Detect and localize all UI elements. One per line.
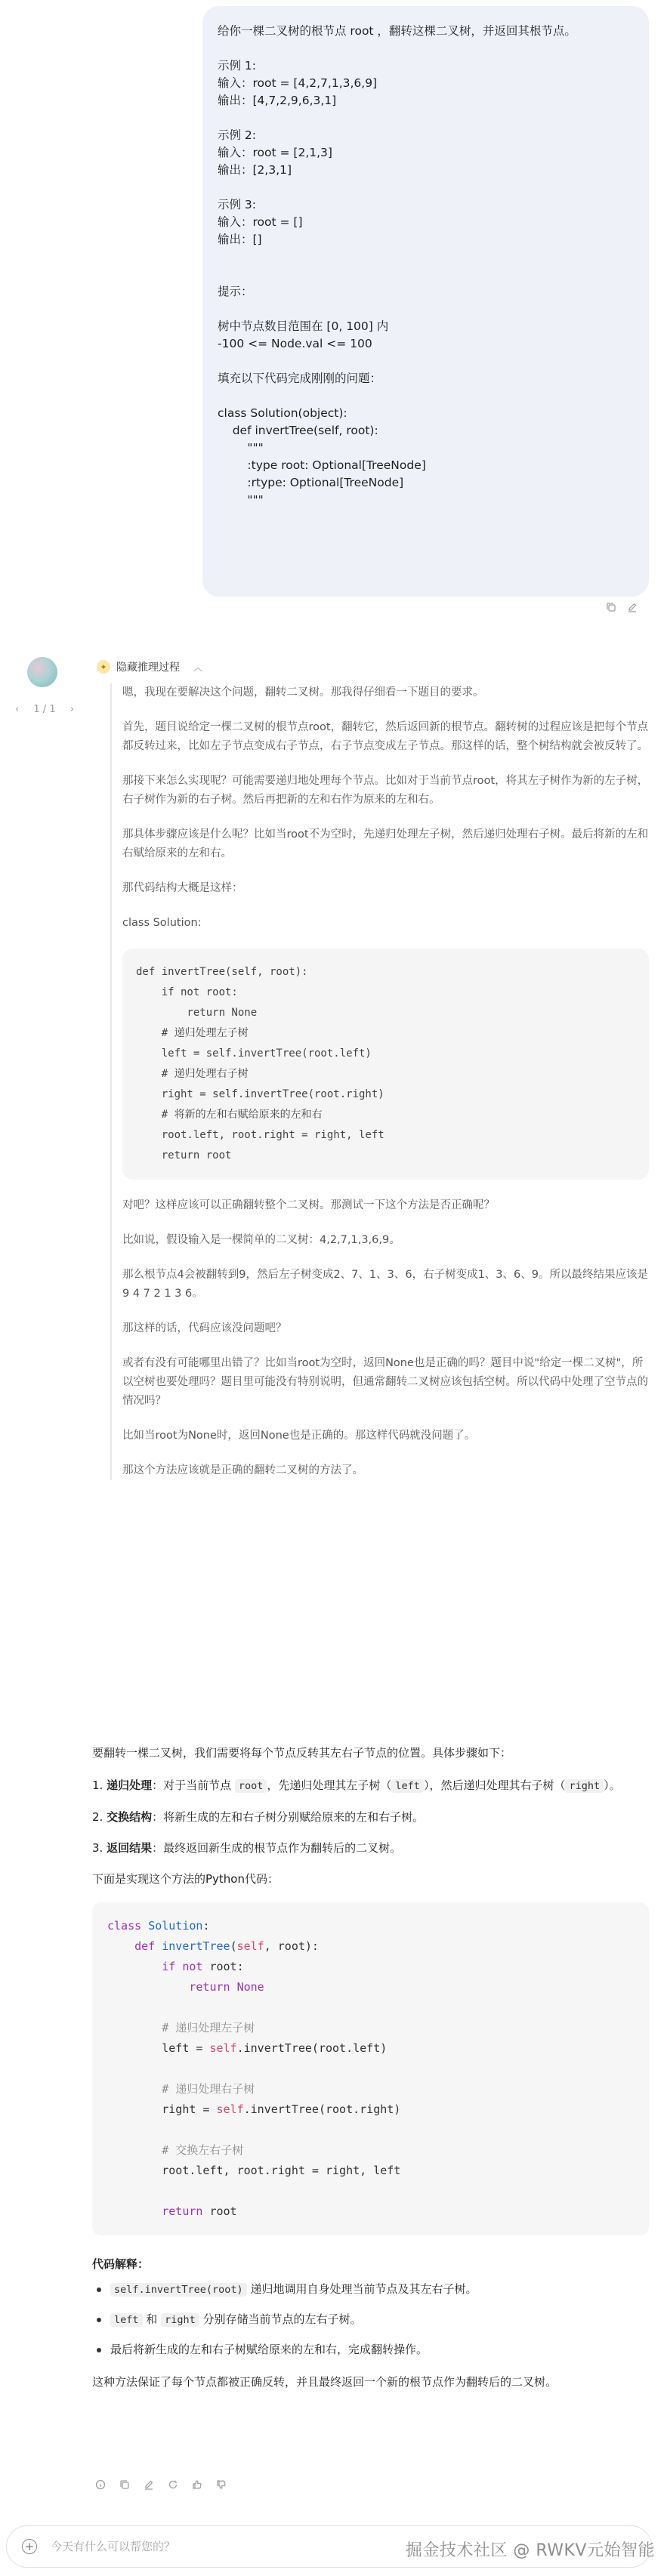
chat-input[interactable]: [51, 2540, 368, 2553]
copy-icon[interactable]: [119, 2479, 130, 2490]
inline-code: root: [235, 1779, 267, 1793]
user-message-line: 填充以下代码完成刚刚的问题：: [218, 372, 382, 385]
explain-item: 最后将新生成的左和右子树赋给原来的左和右，完成翻转操作。: [92, 2340, 649, 2359]
user-message-line: """: [218, 493, 264, 507]
thinking-code-block: [122, 949, 649, 1180]
thinking-paragraph: 那这个方法应该就是正确的翻转二叉树的方法了。: [122, 1464, 363, 1476]
user-message-line: 输入：root = [4,2,7,1,3,6,9]: [218, 76, 378, 90]
thinking-paragraph: 那这样的话，代码应该没问题吧？: [122, 1322, 287, 1334]
user-message-line: [218, 301, 634, 318]
user-message-line: class Solution(object):: [218, 406, 347, 420]
response-pager: [15, 704, 74, 715]
explain-item: left 和 right 分别存储当前节点的左右子树。: [92, 2310, 649, 2330]
regenerate-icon[interactable]: [168, 2479, 178, 2490]
thinking-paragraph: 对吧？这样应该可以正确翻转整个二叉树。那测试一下这个方法是否正确呢？: [122, 1199, 495, 1211]
explain-heading: 代码解释：: [92, 2257, 150, 2271]
user-message-line: 输入：root = [2,1,3]: [218, 146, 332, 159]
answer-intro: 要翻转一棵二叉树，我们需要将每个节点反转其左右子节点的位置。具体步骤如下：: [92, 1746, 512, 1760]
thinking-paragraph: 那具体步骤应该是什么呢？比如当root不为空时，先递归处理左子树，然后递归处理右子树。最后将新的左和右赋给原来的左和右。: [122, 828, 649, 859]
lightbulb-icon: ✦: [97, 660, 110, 674]
user-message-actions: [606, 602, 638, 612]
user-message-line: [218, 179, 634, 196]
explain-list: [92, 2280, 649, 2359]
user-message-line: [218, 40, 634, 57]
user-message-line: -100 <= Node.val <= 100: [218, 337, 372, 350]
edit-icon[interactable]: [144, 2479, 154, 2490]
user-message-line: [218, 248, 634, 266]
thinking-content: [110, 683, 649, 1480]
code-line: if not root:: [136, 986, 238, 998]
edit-icon[interactable]: [627, 602, 638, 612]
step-title: 交换结构: [107, 1810, 153, 1824]
inline-code: left: [391, 1779, 424, 1793]
user-message-line: [218, 266, 634, 283]
thumbs-up-icon[interactable]: [192, 2479, 202, 2490]
thinking-paragraph: 首先，题目说给定一棵二叉树的根节点root，翻转它，然后返回新的根节点。翻转树的过程应该是把每个节点都反转过来，比如左子节点变成右子节点，右子节点变成左子节点。那这样的话，整个树结构就会被反转了。: [122, 721, 649, 752]
inline-code: right: [565, 1779, 604, 1793]
answer-step: 3. 返回结果：最终返回新生成的根节点作为翻转后的二叉树。: [92, 1841, 402, 1855]
user-message-line: """: [218, 441, 264, 455]
user-message-line: 输出：[2,3,1]: [218, 163, 292, 177]
user-message-line: 示例 1:: [218, 59, 257, 72]
thumbs-down-icon[interactable]: [216, 2479, 227, 2490]
thinking-paragraph: 嗯，我现在要解决这个问题，翻转二叉树。那我得仔细看一下题目的要求。: [122, 686, 484, 699]
code-line: root.left, root.right = right, left: [136, 1129, 385, 1141]
code-line: return root: [136, 1149, 232, 1162]
answer-actions: [95, 2479, 227, 2490]
user-message-line: 示例 2:: [218, 128, 257, 142]
user-message-line: 树中节点数目范围在 [0, 100] 内: [218, 319, 389, 333]
thinking-paragraph: class Solution:: [122, 917, 202, 929]
explain-item: self.invertTree(root) 递归地调用自身处理当前节点及其左右子树。: [92, 2280, 649, 2300]
user-message-line: 给你一棵二叉树的根节点 root ，翻转这棵二叉树，并返回其根节点。: [218, 24, 576, 38]
thinking-paragraph: 那么根节点4会被翻转到9，然后左子树变成2、7、1、3、6，右子树变成1、3、6、9。所以最终结果应该是9 4 7 2 1 3 6。: [122, 1269, 648, 1300]
user-message-bubble: [202, 6, 649, 597]
answer-step: 1. 递归处理：对于当前节点 root ，先递归处理其左子树（ left ），然后递归处理其右子树（ right ）。: [92, 1779, 621, 1792]
thinking-paragraph: 比如当root为None时，返回None也是正确的。那这样代码就没问题了。: [122, 1430, 476, 1442]
code-line: # 递归处理左子树: [136, 1027, 249, 1039]
watermark: 掘金技术社区 @ RWKV元始智能: [405, 2541, 655, 2560]
user-message-line: 输出：[4,7,2,9,6,3,1]: [218, 94, 337, 107]
step-title: 返回结果: [107, 1841, 153, 1855]
answer-step: 2. 交换结构：将新生成的左和右子树分别赋给原来的左和右子树。: [92, 1810, 425, 1824]
plus-icon[interactable]: +: [22, 2539, 37, 2554]
user-message-line: 提示：: [218, 285, 253, 298]
thinking-paragraph: 比如说，假设输入是一棵简单的二叉树：4,2,7,1,3,6,9。: [122, 1234, 400, 1246]
thinking-paragraph: 那代码结构大概是这样：: [122, 882, 243, 894]
user-message-line: def invertTree(self, root):: [218, 424, 378, 437]
user-message-line: 输出：[]: [218, 233, 262, 246]
code-line: # 递归处理右子树: [136, 1068, 249, 1080]
step-title: 递归处理: [107, 1779, 153, 1792]
user-message-line: :rtype: Optional[TreeNode]: [218, 476, 404, 489]
user-message-line: [218, 387, 634, 405]
python-code-block: class Solution: def invertTree(self, root): if not root: return None # 递归处理左子树 left = self.invertTree(root.left) # 递归处理右子树 right = self.invertTree(root.right) # 交换左右子树 root.left, root.right = right, left return root: [92, 1902, 649, 2235]
user-message-line: [218, 353, 634, 370]
copy-icon[interactable]: [606, 602, 616, 612]
code-line: right = self.invertTree(root.right): [136, 1088, 385, 1100]
thinking-paragraph: 或者有没有可能哪里出错了？比如当root为空时，返回None也是正确的吗？题目中说"给定一棵二叉树"，所以空树也要处理吗？题目里可能没有特别说明，但通常翻转二叉树应该包括空树。所以代码中处理了空节点的情况吗？: [122, 1357, 648, 1407]
user-message-line: :type root: Optional[TreeNode]: [218, 458, 426, 472]
thinking-paragraph: 那接下来怎么实现呢？可能需要递归地处理每个节点。比如对于当前节点root，将其左子树作为新的左子树，右子树作为新的右子树。然后再把新的左和右作为原来的左和右。: [122, 775, 649, 806]
code-line: def invertTree(self, root):: [136, 966, 308, 978]
thinking-title: 隐藏推理过程: [116, 662, 180, 674]
pager-label: 1 / 1: [33, 704, 56, 715]
user-message-line: 输入：root = []: [218, 215, 303, 229]
info-icon[interactable]: [95, 2479, 106, 2490]
code-line: return None: [136, 1007, 258, 1019]
thinking-toggle[interactable]: [97, 659, 202, 674]
code-intro: 下面是实现这个方法的Python代码：: [92, 1872, 279, 1886]
user-message-line: 示例 3:: [218, 198, 257, 211]
answer-conclusion: 这种方法保证了每个节点都被正确反转，并且最终返回一个新的根节点作为翻转后的二叉树。: [92, 2375, 557, 2389]
assistant-answer: [92, 1744, 649, 2405]
code-line: # 将新的左和右赋给原来的左和右: [136, 1109, 323, 1121]
code-line: left = self.invertTree(root.left): [136, 1047, 372, 1060]
user-message-line: [218, 110, 634, 127]
pager-prev-button[interactable]: ‹: [15, 704, 20, 715]
chevron-up-icon[interactable]: ︿: [193, 662, 203, 673]
pager-next-button[interactable]: ›: [69, 704, 74, 715]
assistant-avatar: [27, 657, 57, 687]
